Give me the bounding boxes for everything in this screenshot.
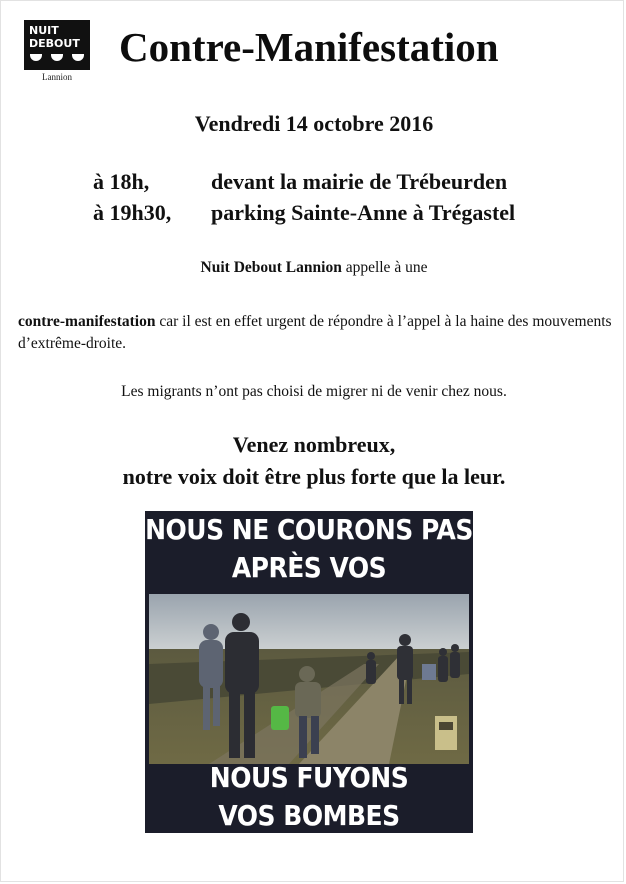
page-title: Contre-Manifestation xyxy=(119,24,499,70)
schedule-place: parking Sainte-Anne à Trégastel xyxy=(211,200,516,225)
poster-bottom-line-1: NOUS FUYONS xyxy=(209,761,409,794)
intro-line xyxy=(1,259,626,277)
purpose-bold: contre-manifestation xyxy=(18,313,156,330)
schedule-time: à 18h, xyxy=(93,169,150,194)
schedule-time: à 19h30, xyxy=(93,200,172,225)
intro-text: appelle à une xyxy=(341,259,428,276)
schedule-row-2 xyxy=(93,200,515,226)
logo-line-2: DEBOUT xyxy=(29,37,80,50)
migrants-line: Les migrants n’ont pas choisi de migrer ni de venir chez nous. xyxy=(121,383,507,400)
logo-badge xyxy=(24,20,90,70)
call-line-1: Venez nombreux, xyxy=(232,432,396,457)
poster-top-line-2: APRÈS VOS xyxy=(231,551,387,584)
call-to-action xyxy=(1,429,626,493)
schedule-row-1 xyxy=(93,169,507,195)
schedule-place: devant la mairie de Trébeurden xyxy=(211,169,508,194)
call-line-2: notre voix doit être plus forte que la leur. xyxy=(122,464,506,489)
logo-moon-icon xyxy=(51,54,63,61)
logo-moon-icon xyxy=(72,54,84,61)
poster-top-line-1: NOUS NE COURONS PAS xyxy=(145,513,473,546)
logo-line-1: NUIT xyxy=(29,24,59,37)
refugee-poster xyxy=(145,511,473,833)
refugees-walking-photo xyxy=(149,594,469,764)
event-date: Vendredi 14 octobre 2016 xyxy=(194,111,434,136)
purpose-paragraph xyxy=(18,311,618,355)
logo-moon-icon xyxy=(30,54,42,61)
purpose-text: car il est en effet urgent de répondre à l’appel à la haine des mouvements d’extrême-droite. xyxy=(18,313,612,352)
poster-bottom-line-2: VOS BOMBES xyxy=(218,799,400,832)
nuit-debout-logo xyxy=(24,20,90,82)
organizer-name: Nuit Debout Lannion xyxy=(200,259,342,276)
poster-bottom-text xyxy=(145,759,473,833)
logo-caption: Lannion xyxy=(42,72,72,82)
